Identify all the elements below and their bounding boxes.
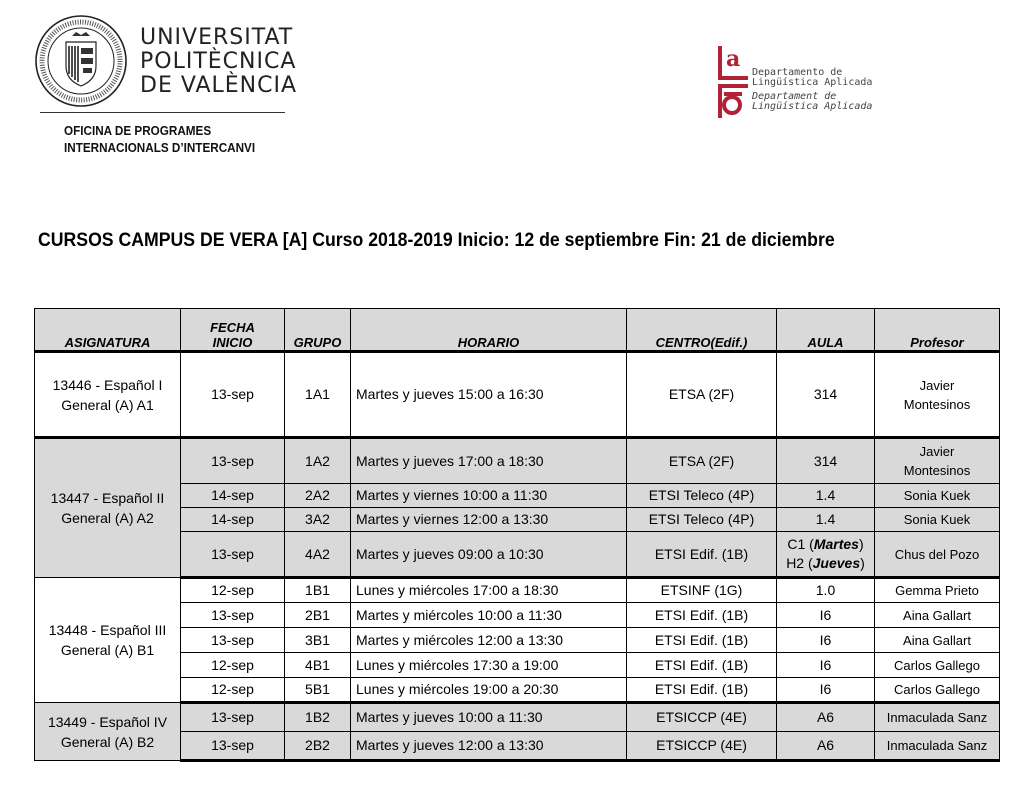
university-name-line-3: DE VALÈNCIA [140, 73, 298, 98]
profesor-cell: Carlos Gallego [875, 678, 1000, 703]
grupo-cell: 4A2 [285, 532, 351, 578]
schedule-table [34, 308, 1000, 762]
course-name-line-2: General (A) B1 [60, 642, 155, 658]
horario-cell: Martes y jueves 12:00 a 13:30 [351, 732, 627, 761]
profesor-cell: Gemma Prieto [875, 578, 1000, 603]
department-va-line-1: Departament de [752, 91, 837, 102]
aula-cell: 314 [777, 438, 875, 484]
centro-cell: ETSA (2F) [627, 352, 777, 438]
horario-cell: Martes y miércoles 12:00 a 13:30 [351, 628, 627, 653]
profesor-cell: Aina Gallart [875, 628, 1000, 653]
grupo-cell: 2B1 [285, 603, 351, 628]
profesor-line-2: Montesinos [903, 396, 971, 412]
aula-line-2-suffix: ) [860, 555, 865, 571]
horario-cell: Martes y viernes 12:00 a 13:30 [351, 508, 627, 532]
course-name-line-1: 13448 - Español III [48, 622, 167, 638]
aula-cell [777, 532, 875, 578]
department-va-line-2: Lingüística Aplicada [752, 101, 873, 112]
grupo-cell: 2B2 [285, 732, 351, 761]
course-name-line-2: General (A) A2 [61, 510, 154, 526]
profesor-cell: Inmaculada Sanz [875, 732, 1000, 761]
fecha-cell: 13-sep [181, 352, 285, 438]
aula-cell: A6 [777, 732, 875, 761]
header-centro: CENTRO(Edif.) [627, 309, 777, 352]
course-name-cell [35, 578, 181, 703]
horario-cell: Lunes y miércoles 17:00 a 18:30 [351, 578, 627, 603]
profesor-cell: Aina Gallart [875, 603, 1000, 628]
centro-cell: ETSA (2F) [627, 438, 777, 484]
grupo-cell: 2A2 [285, 484, 351, 508]
table-row [35, 352, 1000, 438]
office-name-line-1: OFICINA DE PROGRAMES [64, 123, 212, 138]
grupo-cell: 4B1 [285, 653, 351, 678]
aula-cell: I6 [777, 628, 875, 653]
course-name-cell [35, 352, 181, 438]
department-name [752, 68, 872, 112]
header-fecha-line-1: FECHA [210, 320, 255, 335]
department-es-line-2: Lingüística Aplicada [752, 77, 873, 88]
department-logo [712, 44, 752, 120]
office-name [64, 122, 255, 156]
aula-cell: 314 [777, 352, 875, 438]
horario-cell: Lunes y miércoles 19:00 a 20:30 [351, 678, 627, 703]
profesor-cell [875, 352, 1000, 438]
fecha-cell: 14-sep [181, 508, 285, 532]
aula-cell: 1.4 [777, 484, 875, 508]
aula-line-2-day: Jueves [812, 555, 861, 571]
table-row [35, 438, 1000, 484]
horario-cell: Martes y jueves 10:00 a 11:30 [351, 703, 627, 732]
profesor-cell: Carlos Gallego [875, 653, 1000, 678]
fecha-cell: 12-sep [181, 578, 285, 603]
profesor-cell: Inmaculada Sanz [875, 703, 1000, 732]
profesor-line-1: Javier [919, 444, 955, 459]
department-es-line-1: Departamento de [752, 67, 843, 78]
centro-cell: ETSI Teleco (4P) [627, 508, 777, 532]
fecha-cell: 13-sep [181, 732, 285, 761]
grupo-cell: 1A1 [285, 352, 351, 438]
profesor-cell: Sonia Kuek [875, 508, 1000, 532]
upv-seal-logo [34, 14, 128, 108]
header-asignatura: ASIGNATURA [35, 309, 181, 352]
header-fecha-line-2: INICIO [212, 335, 253, 350]
course-name-cell [35, 438, 181, 578]
horario-cell: Martes y viernes 10:00 a 11:30 [351, 484, 627, 508]
horario-cell: Martes y jueves 15:00 a 16:30 [351, 352, 627, 438]
aula-cell: 1.4 [777, 508, 875, 532]
table-row [35, 703, 1000, 732]
course-name-line-2: General (A) A1 [61, 396, 154, 413]
header-horario: HORARIO [351, 309, 627, 352]
aula-line-1-day: Martes [813, 536, 859, 552]
grupo-cell: 1B2 [285, 703, 351, 732]
department-logo-letter: a [726, 46, 741, 72]
centro-cell: ETSI Edif. (1B) [627, 532, 777, 578]
table-header-row [35, 309, 1000, 352]
grupo-cell: 1B1 [285, 578, 351, 603]
page-title: CURSOS CAMPUS DE VERA [A] Curso 2018-2019 Inicio: 12 de septiembre Fin: 21 de diciembre [38, 230, 835, 251]
course-name-line-1: 13446 - Español I [52, 376, 163, 393]
aula-line-1-prefix: C1 ( [787, 536, 814, 552]
header-divider [40, 112, 285, 113]
centro-cell: ETSICCP (4E) [627, 732, 777, 761]
fecha-cell: 14-sep [181, 484, 285, 508]
centro-cell: ETSI Edif. (1B) [627, 653, 777, 678]
profesor-cell: Sonia Kuek [875, 484, 1000, 508]
header-fecha-inicio [181, 309, 285, 352]
horario-cell: Martes y miércoles 10:00 a 11:30 [351, 603, 627, 628]
fecha-cell: 12-sep [181, 653, 285, 678]
university-name [140, 26, 297, 98]
aula-line-2-prefix: H2 ( [786, 555, 813, 571]
header-profesor: Profesor [875, 309, 1000, 352]
profesor-cell [875, 438, 1000, 484]
centro-cell: ETSI Edif. (1B) [627, 628, 777, 653]
course-name-line-1: 13449 - Español IV [47, 713, 168, 730]
course-name-cell [35, 703, 181, 761]
university-name-line-2: POLITÈCNICA [140, 49, 297, 74]
table-row [35, 578, 1000, 603]
profesor-line-2: Montesinos [903, 463, 971, 478]
fecha-cell: 13-sep [181, 603, 285, 628]
horario-cell: Martes y jueves 17:00 a 18:30 [351, 438, 627, 484]
centro-cell: ETSINF (1G) [627, 578, 777, 603]
fecha-cell: 13-sep [181, 532, 285, 578]
fecha-cell: 13-sep [181, 703, 285, 732]
header-aula: AULA [777, 309, 875, 352]
fecha-cell: 13-sep [181, 628, 285, 653]
university-name-line-1: UNIVERSITAT [140, 25, 294, 50]
grupo-cell: 3A2 [285, 508, 351, 532]
aula-cell: I6 [777, 603, 875, 628]
aula-cell: 1.0 [777, 578, 875, 603]
centro-cell: ETSI Teleco (4P) [627, 484, 777, 508]
aula-cell: A6 [777, 703, 875, 732]
profesor-line-1: Javier [919, 377, 955, 393]
course-name-line-1: 13447 - Español II [50, 490, 165, 506]
office-name-line-2: INTERNACIONALS D’INTERCANVI [64, 140, 256, 155]
fecha-cell: 12-sep [181, 678, 285, 703]
fecha-cell: 13-sep [181, 438, 285, 484]
horario-cell: Lunes y miércoles 17:30 a 19:00 [351, 653, 627, 678]
grupo-cell: 5B1 [285, 678, 351, 703]
horario-cell: Martes y jueves 09:00 a 10:30 [351, 532, 627, 578]
centro-cell: ETSI Edif. (1B) [627, 678, 777, 703]
centro-cell: ETSICCP (4E) [627, 703, 777, 732]
centro-cell: ETSI Edif. (1B) [627, 603, 777, 628]
aula-line-1-suffix: ) [858, 536, 864, 552]
header-grupo: GRUPO [285, 309, 351, 352]
grupo-cell: 1A2 [285, 438, 351, 484]
course-name-line-2: General (A) B2 [60, 733, 155, 750]
aula-cell: I6 [777, 678, 875, 703]
profesor-cell: Chus del Pozo [875, 532, 1000, 578]
aula-cell: I6 [777, 653, 875, 678]
grupo-cell: 3B1 [285, 628, 351, 653]
